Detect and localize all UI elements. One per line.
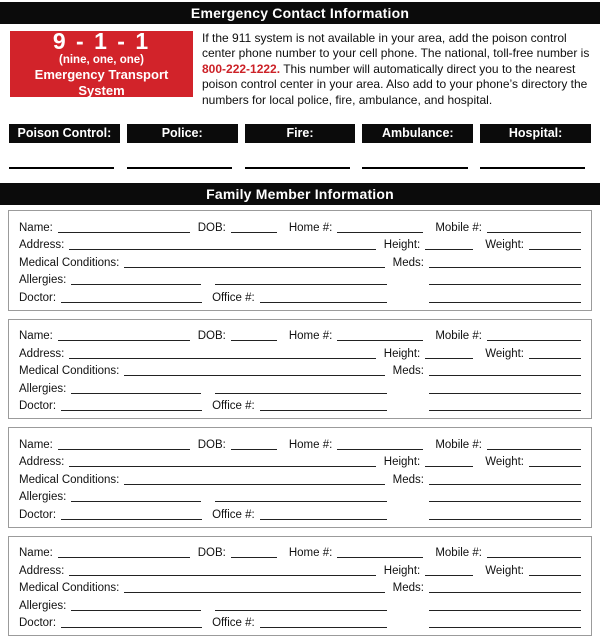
medical-conditions-field[interactable] — [124, 255, 384, 268]
address-row — [19, 234, 581, 252]
contact-label-hospital: Hospital: — [480, 124, 591, 143]
allergies-continuation-field[interactable] — [215, 489, 387, 502]
emergency-contacts-blanks-row — [9, 167, 591, 169]
office-phone-label: Office #: — [212, 291, 255, 304]
allergies-label: Allergies: — [19, 382, 67, 395]
allergies-field[interactable] — [71, 598, 201, 611]
doctor-label: Doctor: — [19, 291, 57, 304]
weight-field[interactable] — [529, 454, 581, 467]
contact-label-ambulance: Ambulance: — [362, 124, 473, 143]
office-phone-field[interactable] — [260, 615, 387, 628]
address-row — [19, 451, 581, 469]
allergies-row — [19, 269, 581, 287]
family-member-card-1 — [8, 210, 592, 311]
911-subtitle: Emergency Transport System — [34, 67, 169, 98]
address-label: Address: — [19, 239, 65, 252]
medical-conditions-label: Medical Conditions: — [19, 582, 120, 595]
page-title: Emergency Contact Information — [0, 2, 600, 24]
name-field[interactable] — [58, 437, 190, 450]
meds-label: Meds: — [392, 473, 424, 486]
home-phone-label: Home #: — [288, 330, 333, 343]
meds-field[interactable] — [429, 472, 581, 485]
meds-continuation-field-2[interactable] — [429, 507, 581, 520]
home-phone-field[interactable] — [337, 437, 423, 450]
home-phone-field[interactable] — [337, 220, 423, 233]
doctor-row — [19, 612, 581, 630]
name-row — [19, 433, 581, 451]
weight-field[interactable] — [529, 237, 581, 250]
dob-label: DOB: — [197, 438, 226, 451]
intro-section — [10, 28, 590, 108]
address-row — [19, 559, 581, 577]
dob-field[interactable] — [231, 220, 277, 233]
911-number: 9 - 1 - 1 — [52, 28, 151, 54]
contact-label-fire: Fire: — [245, 124, 356, 143]
family-member-card-2 — [8, 319, 592, 420]
911-spelled-out: (nine, one, one) — [59, 54, 144, 66]
height-field[interactable] — [425, 454, 473, 467]
meds-continuation-field-2[interactable] — [429, 290, 581, 303]
doctor-label: Doctor: — [19, 617, 57, 630]
medical-conditions-row — [19, 251, 581, 269]
allergies-label: Allergies: — [19, 599, 67, 612]
poison-control-info-text — [202, 31, 590, 108]
meds-label: Meds: — [392, 256, 424, 269]
allergies-row — [19, 377, 581, 395]
medical-conditions-label: Medical Conditions: — [19, 473, 120, 486]
family-member-card-4 — [8, 536, 592, 636]
home-phone-label: Home #: — [288, 221, 333, 234]
height-field[interactable] — [425, 346, 473, 359]
911-banner — [10, 28, 193, 98]
address-label: Address: — [19, 456, 65, 469]
meds-continuation-field-1[interactable] — [429, 598, 581, 611]
name-label: Name: — [19, 221, 53, 234]
address-label: Address: — [19, 347, 65, 360]
home-phone-label: Home #: — [288, 438, 333, 451]
meds-continuation-field-1[interactable] — [429, 381, 581, 394]
medical-conditions-row — [19, 468, 581, 486]
weight-field[interactable] — [529, 346, 581, 359]
weight-field[interactable] — [529, 563, 581, 576]
name-field[interactable] — [58, 545, 190, 558]
dob-label: DOB: — [197, 221, 226, 234]
height-label: Height: — [383, 456, 421, 469]
weight-label: Weight: — [485, 564, 524, 577]
doctor-label: Doctor: — [19, 400, 57, 413]
allergies-continuation-field[interactable] — [215, 598, 387, 611]
mobile-phone-field[interactable] — [487, 437, 581, 450]
name-label: Name: — [19, 547, 53, 560]
office-phone-label: Office #: — [212, 508, 255, 521]
dob-label: DOB: — [197, 330, 226, 343]
doctor-field[interactable] — [61, 507, 202, 520]
home-phone-field[interactable] — [337, 328, 423, 341]
meds-continuation-field-1[interactable] — [429, 272, 581, 285]
doctor-row — [19, 286, 581, 304]
meds-continuation-field-2[interactable] — [429, 398, 581, 411]
contact-label-poison-control: Poison Control: — [9, 124, 120, 143]
contact-label-police: Police: — [127, 124, 238, 143]
medical-conditions-label: Medical Conditions: — [19, 365, 120, 378]
meds-field[interactable] — [429, 580, 581, 593]
meds-field[interactable] — [429, 255, 581, 268]
home-phone-field[interactable] — [337, 545, 423, 558]
allergies-field[interactable] — [71, 272, 201, 285]
height-label: Height: — [383, 564, 421, 577]
dob-field[interactable] — [231, 437, 277, 450]
contact-blank-cell-poison-control — [9, 167, 120, 169]
mobile-phone-label: Mobile #: — [435, 547, 482, 560]
office-phone-field[interactable] — [260, 398, 387, 411]
poison-control-phone-number: 800-222-1222. — [202, 61, 281, 76]
contact-number-field-police[interactable] — [127, 167, 232, 169]
name-field[interactable] — [58, 220, 190, 233]
address-field[interactable] — [69, 346, 375, 359]
emergency-contact-form — [0, 2, 600, 636]
medical-conditions-field[interactable] — [124, 580, 384, 593]
office-phone-field[interactable] — [260, 507, 387, 520]
home-phone-label: Home #: — [288, 547, 333, 560]
allergies-label: Allergies: — [19, 491, 67, 504]
meds-field[interactable] — [429, 363, 581, 376]
mobile-phone-label: Mobile #: — [435, 330, 482, 343]
name-label: Name: — [19, 438, 53, 451]
contact-number-field-ambulance[interactable] — [362, 167, 467, 169]
contact-number-field-fire[interactable] — [245, 167, 350, 169]
name-row — [19, 216, 581, 234]
family-member-card-3 — [8, 427, 592, 528]
contact-blank-cell-police — [127, 167, 238, 169]
office-phone-label: Office #: — [212, 400, 255, 413]
height-field[interactable] — [425, 563, 473, 576]
dob-field[interactable] — [231, 328, 277, 341]
meds-label: Meds: — [392, 582, 424, 595]
dob-field[interactable] — [231, 545, 277, 558]
meds-continuation-field-1[interactable] — [429, 489, 581, 502]
name-row — [19, 542, 581, 560]
allergies-continuation-field[interactable] — [215, 381, 387, 394]
address-field[interactable] — [69, 563, 375, 576]
family-member-list — [8, 210, 592, 636]
name-row — [19, 325, 581, 343]
allergies-field[interactable] — [71, 489, 201, 502]
allergies-label: Allergies: — [19, 274, 67, 287]
allergies-field[interactable] — [71, 381, 201, 394]
address-field[interactable] — [69, 237, 375, 250]
family-section-title: Family Member Information — [0, 183, 600, 205]
mobile-phone-field[interactable] — [487, 220, 581, 233]
meds-continuation-field-2[interactable] — [429, 615, 581, 628]
doctor-row — [19, 503, 581, 521]
height-field[interactable] — [425, 237, 473, 250]
doctor-field[interactable] — [61, 398, 202, 411]
medical-conditions-row — [19, 360, 581, 378]
mobile-phone-label: Mobile #: — [435, 221, 482, 234]
office-phone-field[interactable] — [260, 290, 387, 303]
emergency-contacts-labels-row — [9, 124, 591, 143]
height-label: Height: — [383, 239, 421, 252]
dob-label: DOB: — [197, 547, 226, 560]
medical-conditions-row — [19, 577, 581, 595]
address-row — [19, 342, 581, 360]
medical-conditions-field[interactable] — [124, 472, 384, 485]
mobile-phone-label: Mobile #: — [435, 438, 482, 451]
contact-blank-cell-fire — [245, 167, 356, 169]
mobile-phone-field[interactable] — [487, 328, 581, 341]
weight-label: Weight: — [485, 456, 524, 469]
contact-blank-cell-ambulance — [362, 167, 473, 169]
weight-label: Weight: — [485, 347, 524, 360]
height-label: Height: — [383, 347, 421, 360]
office-phone-label: Office #: — [212, 617, 255, 630]
mobile-phone-field[interactable] — [487, 545, 581, 558]
doctor-label: Doctor: — [19, 508, 57, 521]
allergies-row — [19, 486, 581, 504]
doctor-row — [19, 395, 581, 413]
contact-number-field-poison-control[interactable] — [9, 167, 114, 169]
doctor-field[interactable] — [61, 290, 202, 303]
info-text-after: This number will automatically direct you to the nearest poison control center in your area. Also add to your phone’s directory the numbers for local police, fire, ambulance, and hospital. — [202, 61, 588, 107]
medical-conditions-label: Medical Conditions: — [19, 256, 120, 269]
medical-conditions-field[interactable] — [124, 363, 384, 376]
meds-label: Meds: — [392, 365, 424, 378]
address-field[interactable] — [69, 454, 375, 467]
name-field[interactable] — [58, 328, 190, 341]
weight-label: Weight: — [485, 239, 524, 252]
contact-blank-cell-hospital — [480, 167, 591, 169]
address-label: Address: — [19, 564, 65, 577]
contact-number-field-hospital[interactable] — [480, 167, 585, 169]
name-label: Name: — [19, 330, 53, 343]
allergies-continuation-field[interactable] — [215, 272, 387, 285]
info-text-before: If the 911 system is not available in your area, add the poison control center phone number to your cell phone. The national, toll-free number is — [202, 31, 590, 61]
doctor-field[interactable] — [61, 615, 202, 628]
allergies-row — [19, 594, 581, 612]
